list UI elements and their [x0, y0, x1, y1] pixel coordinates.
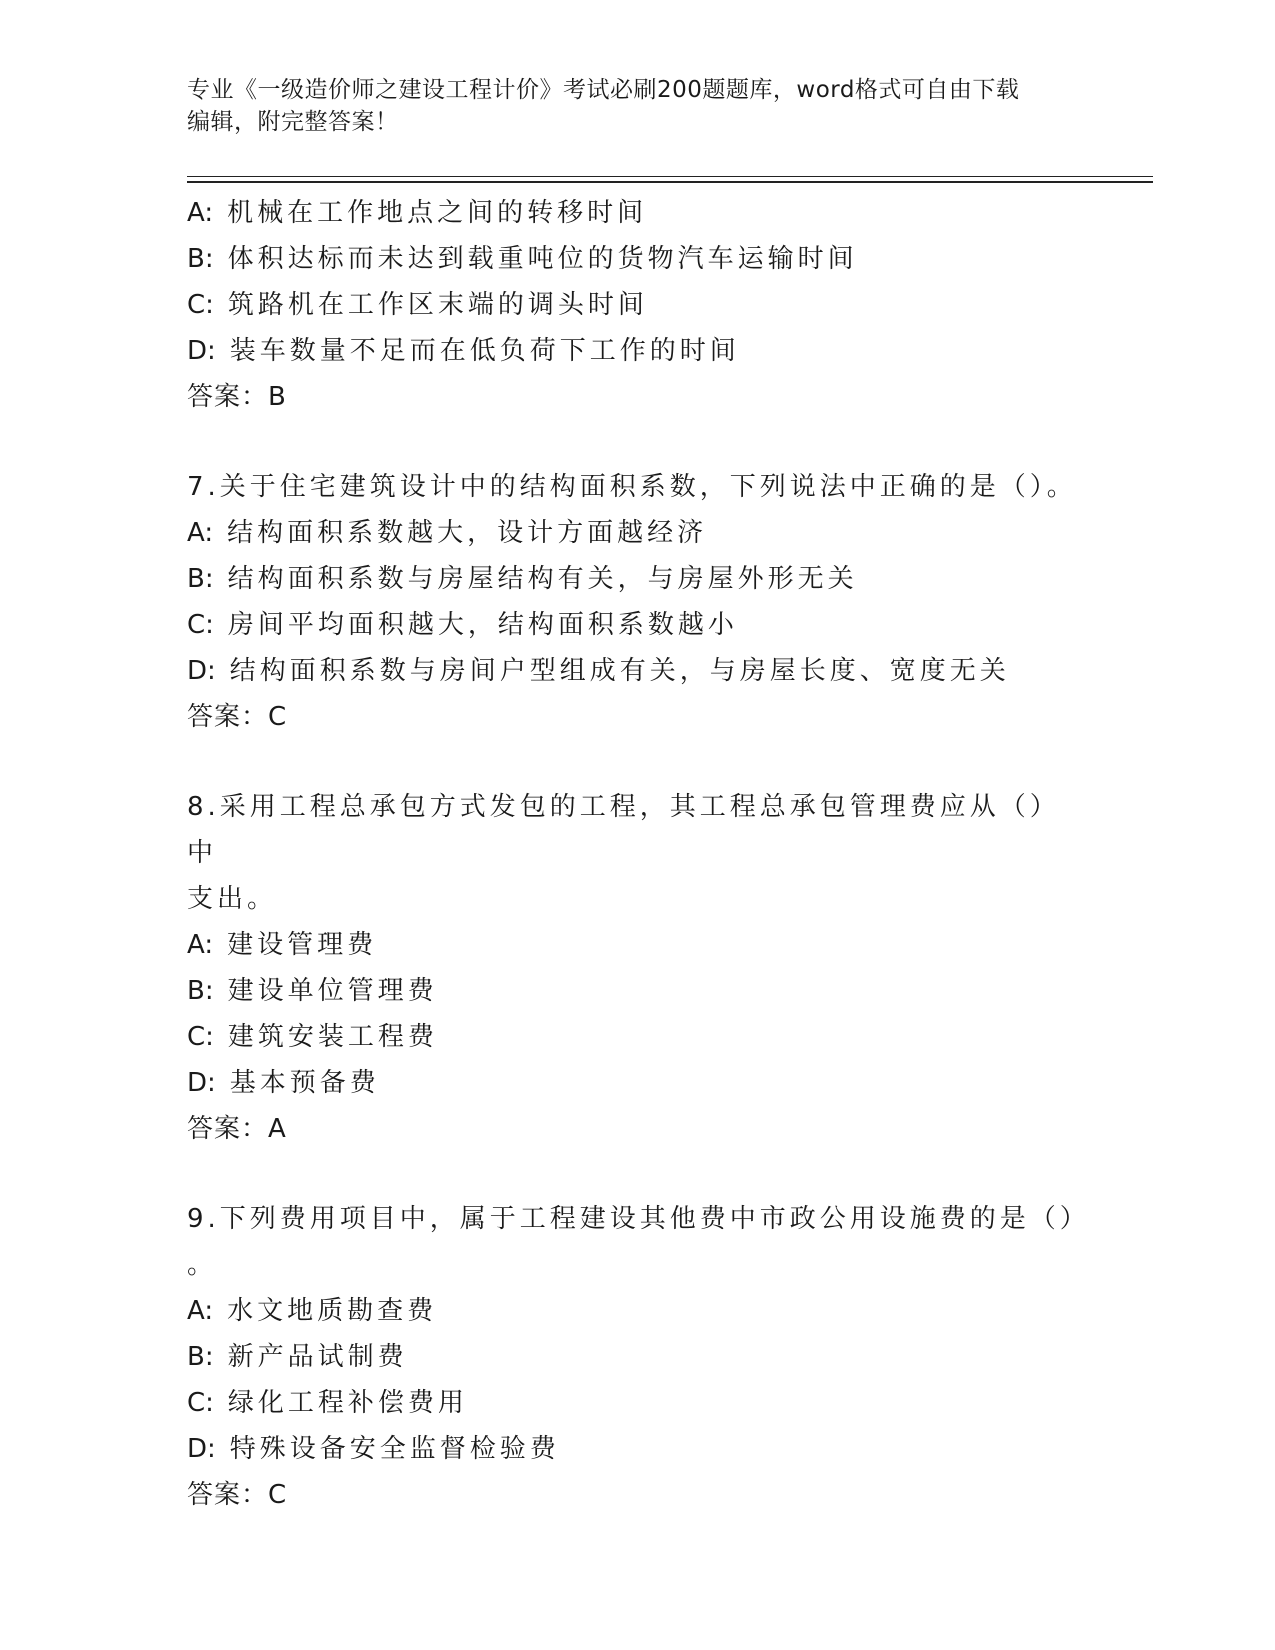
option-text: 特殊设备安全监督检验费	[229, 1434, 560, 1464]
option-c: C: 建筑安装工程费	[187, 1022, 438, 1052]
option-text: 结构面积系数与房屋结构有关，与房屋外形无关	[227, 564, 858, 594]
option-letter: C	[187, 610, 206, 640]
option-text: 结构面积系数越大，设计方面越经济	[227, 518, 708, 548]
answer: 答案：C	[187, 1480, 288, 1510]
option-c: C: 房间平均面积越大，结构面积系数越小	[187, 610, 738, 640]
answer: 答案：A	[187, 1114, 287, 1144]
option-letter: D	[187, 1068, 208, 1098]
question-7	[187, 464, 1087, 740]
option-text: 基本预备费	[229, 1068, 380, 1098]
answer: 答案：B	[187, 382, 287, 412]
option-letter: B	[187, 244, 205, 274]
question-stem-continued: 支出。	[187, 884, 278, 914]
option-text: 机械在工作地点之间的转移时间	[227, 198, 648, 228]
option-b: B: 结构面积系数与房屋结构有关，与房屋外形无关	[187, 564, 858, 594]
option-text: 建设管理费	[227, 930, 378, 960]
option-d: D: 特殊设备安全监督检验费	[187, 1434, 560, 1464]
option-letter: C	[187, 1022, 206, 1052]
header-divider-thick	[187, 181, 1153, 183]
option-text: 建筑安装工程费	[227, 1022, 438, 1052]
option-c: C: 筑路机在工作区末端的调头时间	[187, 290, 648, 320]
option-text: 装车数量不足而在低负荷下工作的时间	[229, 336, 740, 366]
question-list	[187, 190, 1090, 1518]
question-stem: 7.关于住宅建筑设计中的结构面积系数，下列说法中正确的是（）。	[187, 472, 1077, 502]
option-c: C: 绿化工程补偿费用	[187, 1388, 468, 1418]
option-text: 房间平均面积越大，结构面积系数越小	[227, 610, 738, 640]
option-b: B: 体积达标而未达到载重吨位的货物汽车运输时间	[187, 244, 858, 274]
option-b: B: 建设单位管理费	[187, 976, 438, 1006]
question-8	[187, 784, 1087, 1152]
header-divider-thin	[187, 176, 1153, 177]
option-a: A: 建设管理费	[187, 930, 378, 960]
answer: 答案：C	[187, 702, 288, 732]
option-letter: A	[187, 198, 205, 228]
header-line-2: 编辑，附完整答案！	[187, 109, 399, 135]
question-9	[187, 1196, 1090, 1518]
option-d: D: 结构面积系数与房间户型组成有关，与房屋长度、宽度无关	[187, 656, 1010, 686]
option-b: B: 新产品试制费	[187, 1342, 408, 1372]
option-letter: B	[187, 564, 205, 594]
option-text: 体积达标而未达到载重吨位的货物汽车运输时间	[227, 244, 858, 274]
header-line-1: 专业《一级造价师之建设工程计价》考试必刷200题题库，word格式可自由下载	[187, 77, 1020, 103]
question-stem: 8.采用工程总承包方式发包的工程，其工程总承包管理费应从（）中	[187, 792, 1060, 868]
partial-question	[187, 190, 1087, 420]
option-letter: B	[187, 976, 205, 1006]
option-text: 筑路机在工作区末端的调头时间	[227, 290, 648, 320]
option-letter: A	[187, 1296, 205, 1326]
question-stem-continued: 。	[187, 1250, 218, 1280]
option-letter: D	[187, 336, 208, 366]
option-letter: D	[187, 656, 208, 686]
question-stem: 9.下列费用项目中，属于工程建设其他费中市政公用设施费的是（）	[187, 1204, 1090, 1234]
option-letter: C	[187, 1388, 206, 1418]
option-text: 结构面积系数与房间户型组成有关，与房屋长度、宽度无关	[229, 656, 1010, 686]
option-text: 绿化工程补偿费用	[227, 1388, 468, 1418]
option-letter: A	[187, 518, 205, 548]
option-text: 新产品试制费	[227, 1342, 408, 1372]
option-a: A: 结构面积系数越大，设计方面越经济	[187, 518, 708, 548]
option-letter: C	[187, 290, 206, 320]
option-letter: B	[187, 1342, 205, 1372]
option-a: A: 机械在工作地点之间的转移时间	[187, 198, 648, 228]
option-a: A: 水文地质勘查费	[187, 1296, 438, 1326]
option-text: 建设单位管理费	[227, 976, 438, 1006]
option-letter: A	[187, 930, 205, 960]
option-d: D: 装车数量不足而在低负荷下工作的时间	[187, 336, 740, 366]
option-letter: D	[187, 1434, 208, 1464]
document-header	[187, 74, 1087, 138]
option-d: D: 基本预备费	[187, 1068, 380, 1098]
option-text: 水文地质勘查费	[227, 1296, 438, 1326]
